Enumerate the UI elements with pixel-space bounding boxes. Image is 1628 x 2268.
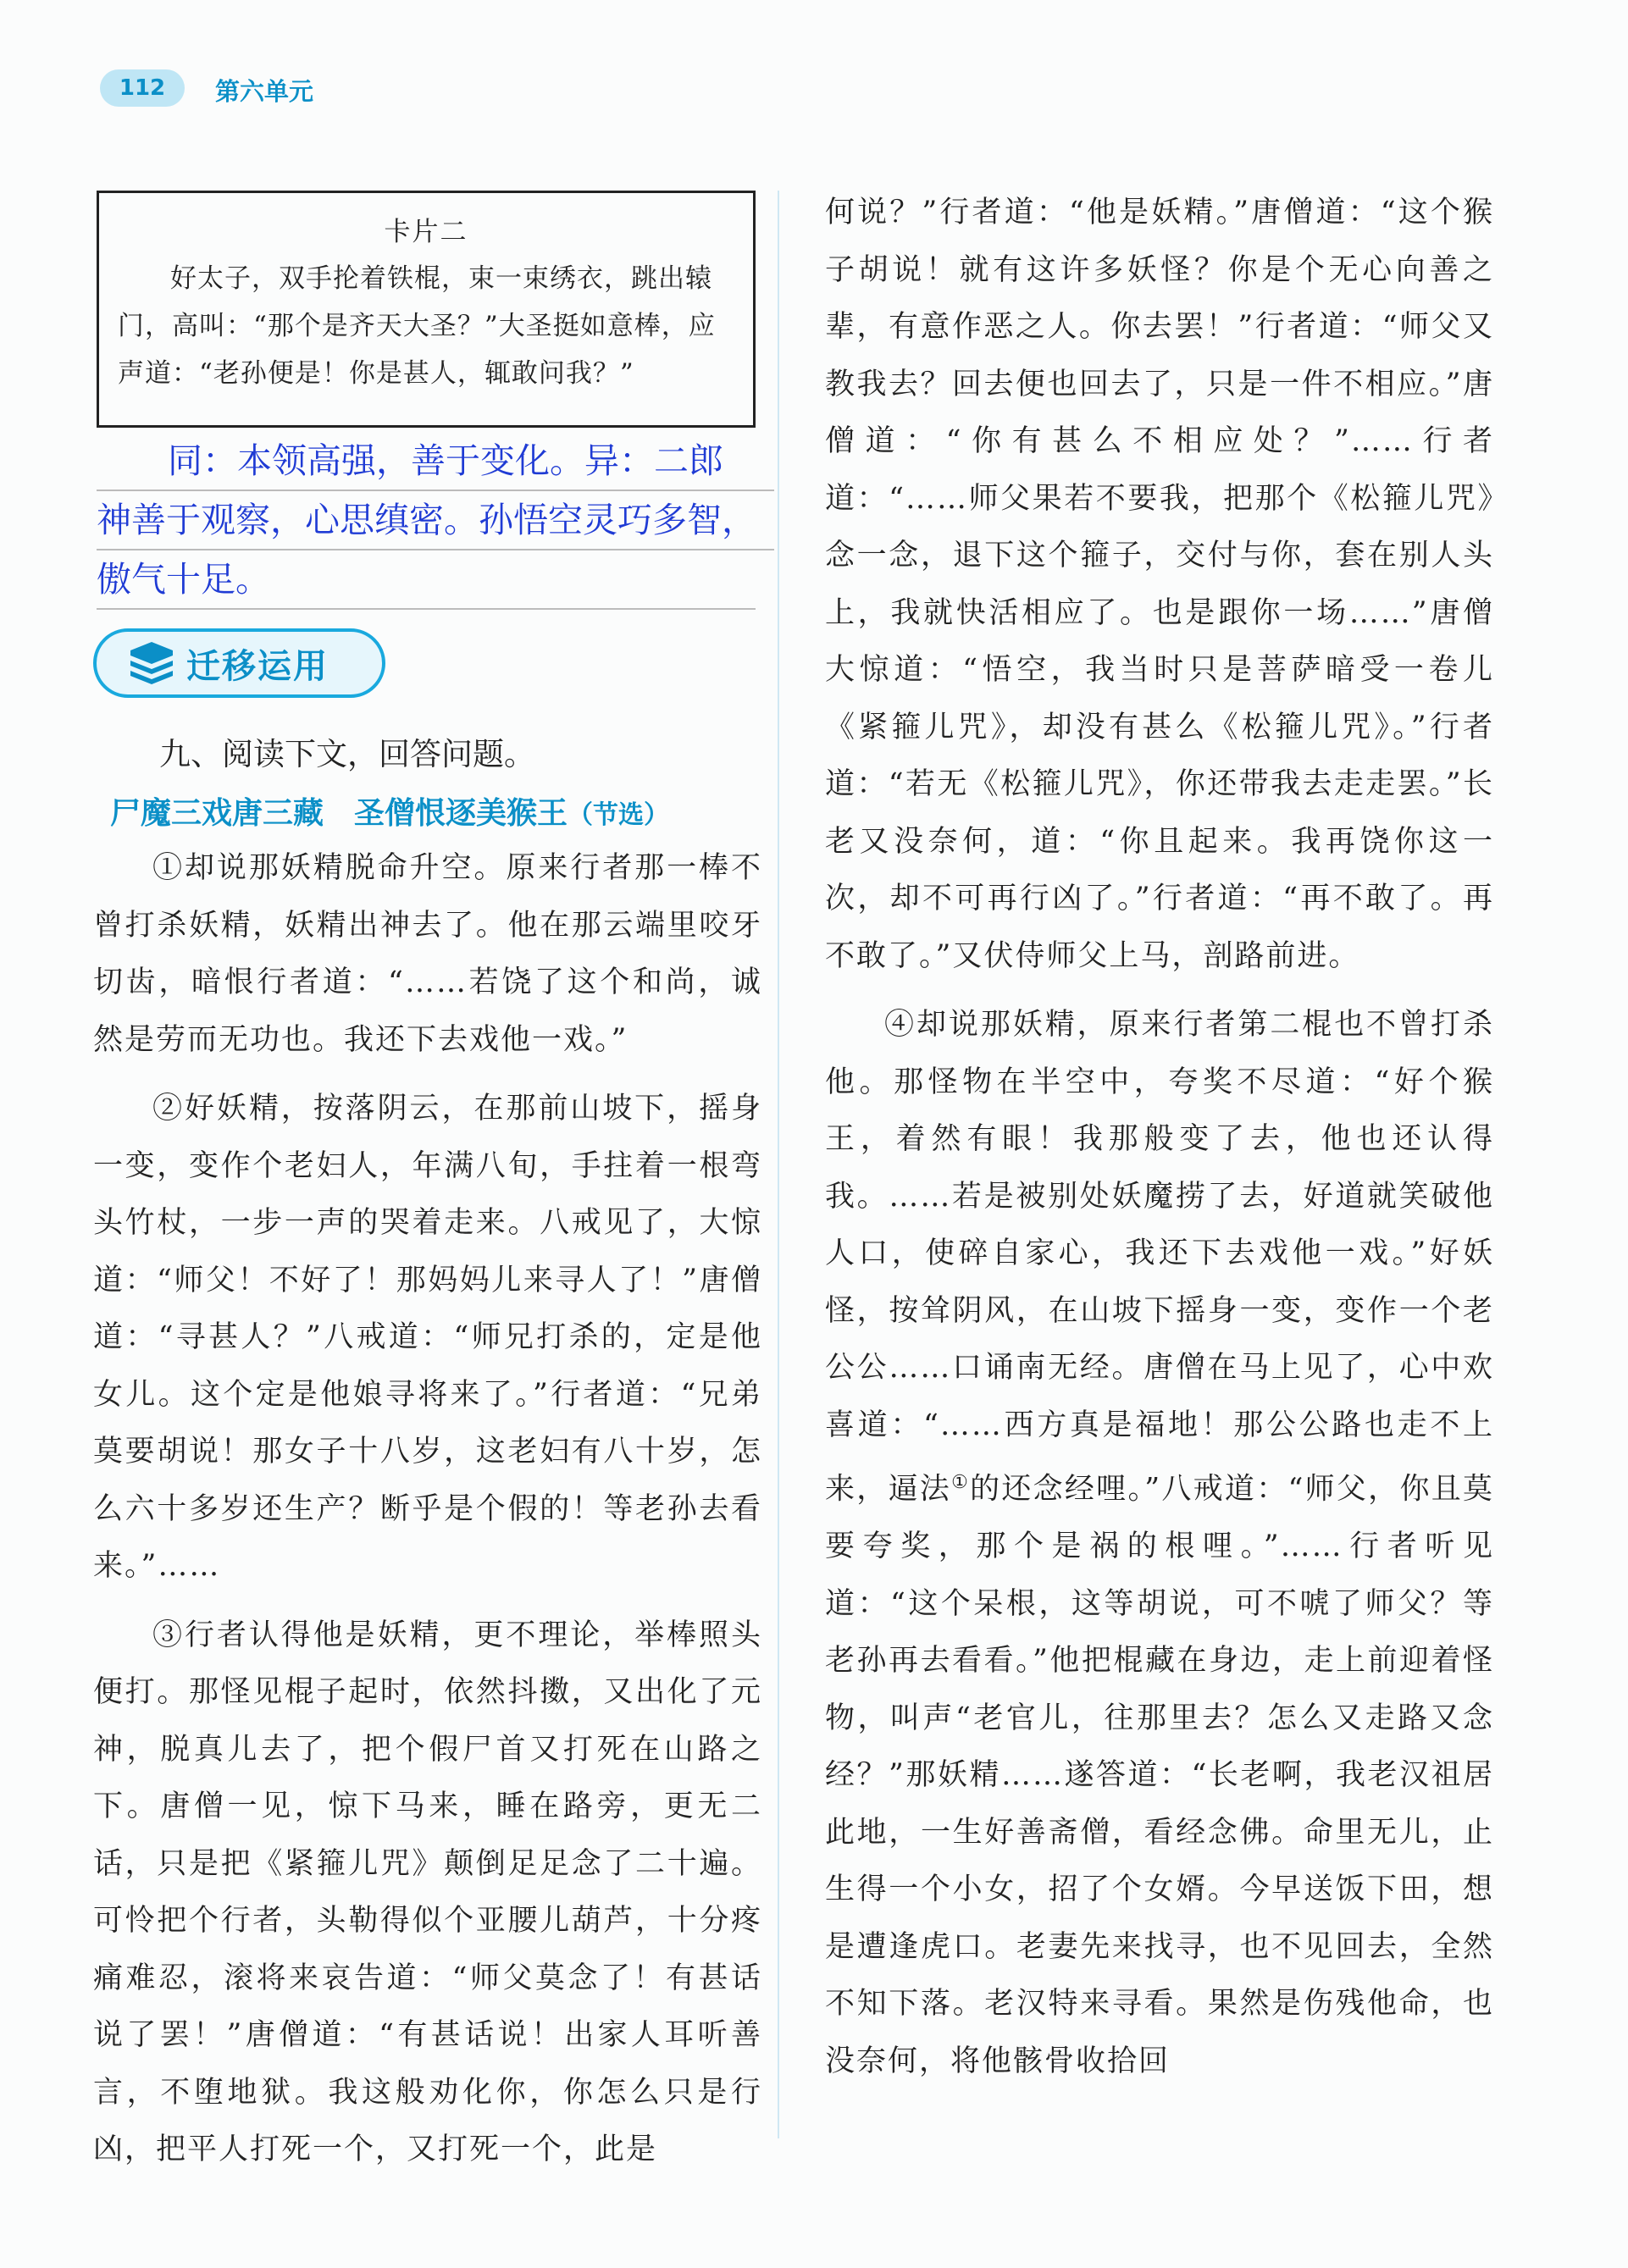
reference-card [97,191,756,428]
handwritten-answer [97,432,774,610]
paragraph-1: ①却说那妖精脱命升空。原来行者那一棒不曾打杀妖精，妖精出神去了。他在那云端里咬牙切齿，暗恨行者道：“……若饶了这个和尚，诚然是劳而无功也。我还下去戏他一戏。” [93,851,762,1057]
paragraph-3-continued: 何说？”行者道：“他是妖精。”唐僧道：“这个猴子胡说！就有这许多妖怪？你是个无心向善之辈，有意作恶之人。你去罢！”行者道：“师父又教我去？回去便也回去了，只是一件不相应。”唐僧道：“你有甚么不相应处？”……行者道：“……师父果若不要我，把那个《松箍儿咒》念一念，退下这个箍子，交付与你，套在别人头上，我就快活相应了。也是跟你一场……”唐僧大惊道：“悟空，我当时只是菩萨暗受一卷儿《紧箍儿咒》，却没有甚么《松箍儿咒》。”行者道：“若无《松箍儿咒》，你还带我去走走罢。”长老又没奈何，道：“你且起来。我再饶你这一次，却不可再行凶了。”行者道：“再不敢了。再不敢了。”又伏侍师父上马，剖路前进。 [825,196,1494,973]
column-divider [778,191,779,2138]
unit-title: 第六单元 [215,77,314,106]
paragraph-4-part2: 的还念经哩。”八戒道：“师父，你且莫要夸奖，那个是祸的根哩。”……行者听见道：“这个呆根，这等胡说，可不唬了师父？等老孙再去看看。”他把棍藏在身边，走上前迎着怪物，叫声“老官儿，往那里去？怎么又走路又念经？”那妖精……遂答道：“长老啊，我老汉祖居此地，一生好善斋僧，看经念佛。命里无儿，止生得一个小女，招了个女婿。今早送饭下田，想是遭逢虎口。老妻先来找寻，也不见回去，全然不知下落。老汉特来寻看。果然是伤残他命，也没奈何，将他骸骨收拾回 [825,1472,1494,2078]
paragraph-4-part1: ④却说那妖精，原来行者第二棍也不曾打杀他。那怪物在半空中，夸奖不尽道：“好个猴王，着然有眼！我那般变了去，他也还认得我。……若是被别处妖魔捞了去，好道就笑破他人口，使碎自家心，我还下去戏他一戏。”好妖怪，按耸阴风，在山坡下摇身一变，变作一个老公公……口诵南无经。唐僧在马上见了，心中欢喜道：“……西方真是福地！那公公路也走不上来，逼法 [825,1008,1494,1507]
section-label: 迁移运用 [186,646,329,686]
answer-line: 神善于观察，心思缜密。孙悟空灵巧多智， [97,491,774,550]
paragraph-2: ②好妖精，按落阴云，在那前山坡下，摇身一变，变作个老妇人，年满八旬，手拄着一根弯头竹杖，一步一声的哭着走来。八戒见了，大惊道：“师父！不好了！那妈妈儿来寻人了！”唐僧道：“寻甚人？”八戒道：“师兄打杀的，定是他女儿。这个定是他娘寻将来了。”行者道：“兄弟莫要胡说！那女子十八岁，这老妇有八十岁，怎么六十多岁还生产？断乎是个假的！等老孙去看来。”…… [93,1092,762,1583]
passage-title-text: 尸魔三戏唐三藏 圣僧恨逐美猴王 [110,796,568,831]
page-number: 112 [100,69,185,107]
right-column [825,185,1494,2090]
card-title: 卡片二 [384,217,468,247]
passage-title [110,789,669,833]
passage-title-note: （节选） [568,800,670,830]
paragraph-3: ③行者认得他是妖精，更不理论，举棒照头便打。那怪见棍子起时，依然抖擞，又出化了元神，脱真儿去了，把个假尸首又打死在山路之下。唐僧一见，惊下马来，睡在路旁，更无二话，只是把《紧箍儿咒》颠倒足足念了二十遍。可怜把个行者，头勒得似个亚腰儿葫芦，十分疼痛难忍，滚将来哀告道：“师父莫念了！有甚话说了罢！”唐僧道：“有甚话说！出家人耳听善言，不堕地狱。我这般劝化你，你怎么只是行凶，把平人打死一个，又打死一个，此是 [93,1618,762,2166]
left-column [93,840,762,2179]
answer-line: 同：本领高强，善于变化。异：二郎 [97,432,774,491]
section-badge [93,628,385,698]
footnote-marker: ① [951,1472,971,1493]
books-icon [127,642,176,684]
card-text: 好太子，双手抡着铁棍，束一束绣衣，跳出辕门，高叫：“那个是齐天大圣？”大圣挺如意棒，应声道：“老孙便是！你是甚人，辄敢问我？” [118,263,716,389]
answer-line: 傲气十足。 [97,550,756,610]
paragraph-4 [825,997,1494,2090]
question-heading: 九、阅读下文，回答问题。 [159,736,535,772]
